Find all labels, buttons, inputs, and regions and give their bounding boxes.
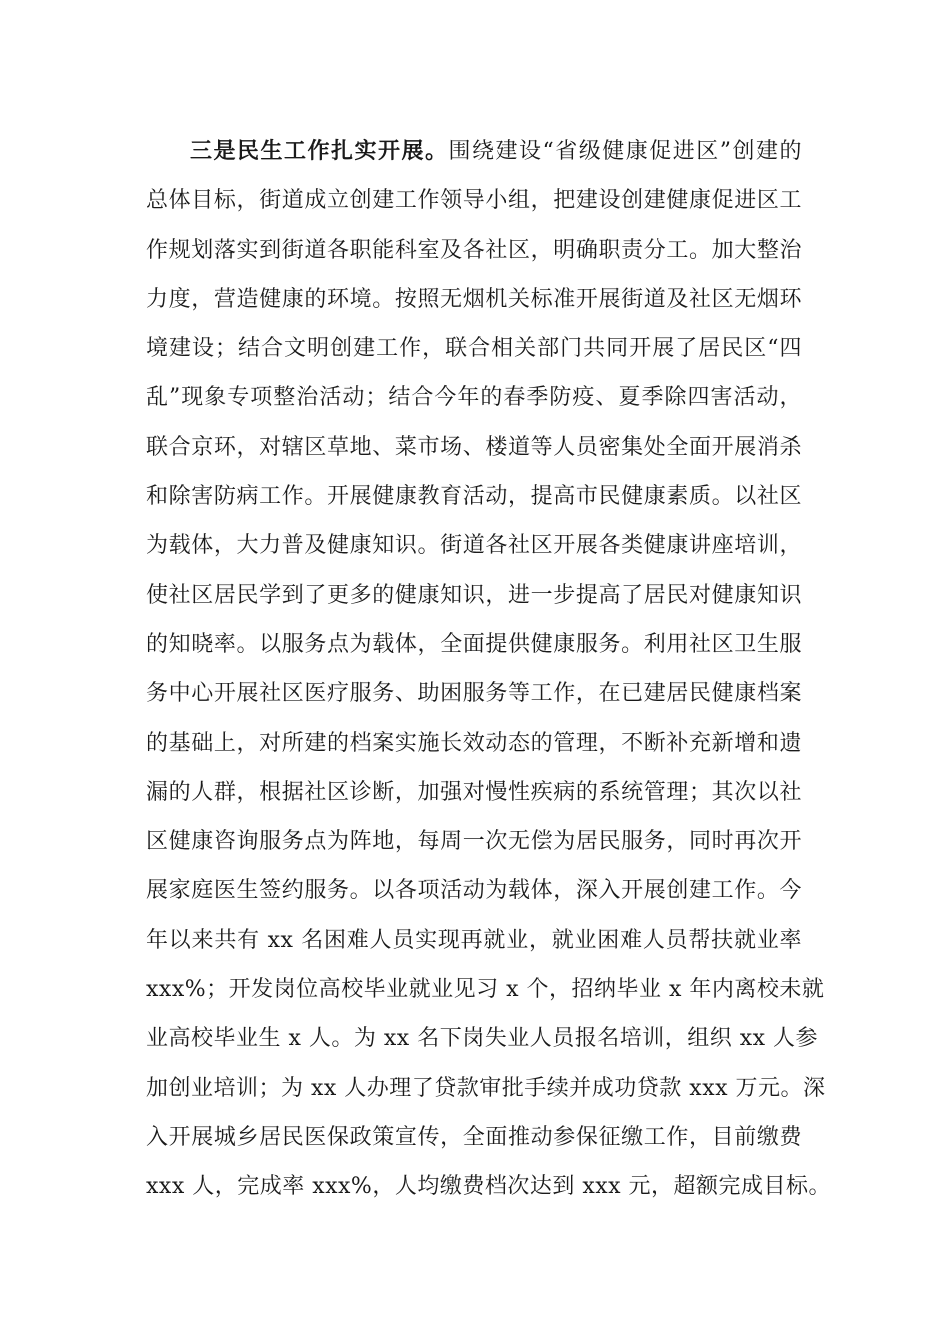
paragraph-line: 的基础上，对所建的档案实施长效动态的管理，不断补充新增和遗 bbox=[146, 730, 802, 756]
paragraph-line: xxx%；开发岗位高校毕业就业见习 x 个，招纳毕业 x 年内离校未就 bbox=[146, 977, 825, 1003]
paragraph-lead-heading: 三是民生工作扎实开展。 bbox=[190, 139, 449, 164]
paragraph-line: 业高校毕业生 x 人。为 xx 名下岗失业人员报名培训，组织 xx 人参 bbox=[146, 1026, 818, 1052]
paragraph-line-text: 围绕建设“省级健康促进区”创建的 bbox=[448, 139, 802, 164]
paragraph-line: 使社区居民学到了更多的健康知识，进一步提高了居民对健康知识 bbox=[146, 582, 802, 608]
paragraph-line: 加创业培训；为 xx 人办理了贷款审批手续并成功贷款 xxx 万元。深 bbox=[146, 1075, 826, 1101]
paragraph-line: 漏的人群，根据社区诊断，加强对慢性疾病的系统管理；其次以社 bbox=[146, 779, 802, 805]
paragraph-line: 年以来共有 xx 名困难人员实现再就业，就业困难人员帮扶就业率 bbox=[146, 927, 802, 953]
paragraph-line: 总体目标，街道成立创建工作领导小组，把建设创建健康促进区工 bbox=[146, 188, 802, 214]
paragraph-line: 入开展城乡居民医保政策宣传，全面推动参保征缴工作，目前缴费 bbox=[146, 1124, 802, 1150]
paragraph-line: 为载体，大力普及健康知识。街道各社区开展各类健康讲座培训， bbox=[146, 533, 802, 559]
paragraph-line: 和除害防病工作。开展健康教育活动，提高市民健康素质。以社区 bbox=[146, 484, 802, 510]
paragraph-line: 作规划落实到街道各职能科室及各社区，明确职责分工。加大整治 bbox=[146, 237, 802, 263]
paragraph-line: xxx 人，完成率 xxx%，人均缴费档次达到 xxx 元，超额完成目标。 bbox=[146, 1174, 832, 1200]
paragraph-line: 乱”现象专项整治活动；结合今年的春季防疫、夏季除四害活动， bbox=[146, 385, 802, 411]
paragraph-line: 务中心开展社区医疗服务、助困服务等工作，在已建居民健康档案 bbox=[146, 681, 802, 707]
body-paragraph bbox=[146, 130, 832, 1215]
paragraph-line: 境建设；结合文明创建工作，联合相关部门共同开展了居民区“四 bbox=[146, 336, 802, 362]
paragraph-line: 的知晓率。以服务点为载体，全面提供健康服务。利用社区卫生服 bbox=[146, 631, 802, 657]
paragraph-line: 力度，营造健康的环境。按照无烟机关标准开展街道及社区无烟环 bbox=[146, 286, 802, 312]
paragraph-line: 区健康咨询服务点为阵地，每周一次无偿为居民服务，同时再次开 bbox=[146, 829, 802, 855]
paragraph-line-1 bbox=[146, 130, 802, 179]
paragraph-line: 展家庭医生签约服务。以各项活动为载体，深入开展创建工作。今 bbox=[146, 878, 802, 904]
paragraph-line: 联合京环，对辖区草地、菜市场、楼道等人员密集处全面开展消杀 bbox=[146, 434, 802, 460]
